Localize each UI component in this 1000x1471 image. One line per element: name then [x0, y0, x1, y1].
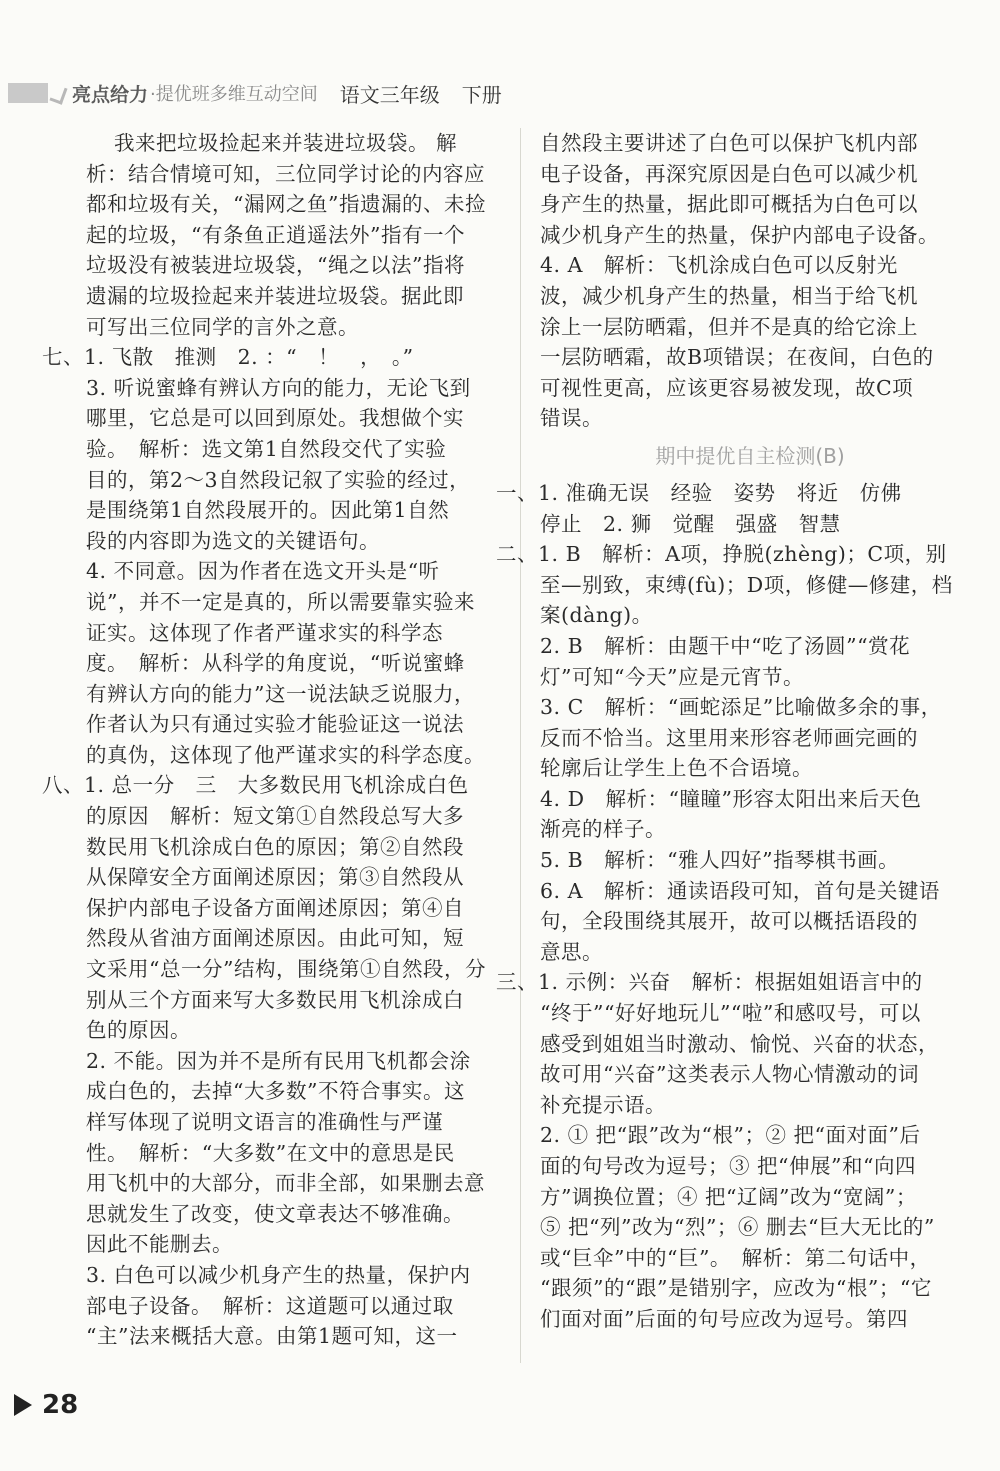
text-line: 用飞机中的大部分，而非全部，如果删去意: [86, 1171, 485, 1196]
text-line: 轮廓后让学生上色不合语境。: [540, 756, 813, 781]
text-line: 一层防晒霜，故B项错误；在夜间，白色的: [540, 345, 934, 370]
text-line: 文采用“总一分”结构，围绕第①自然段，分: [86, 957, 486, 982]
text-line: 身产生的热量，据此即可概括为白色可以: [540, 192, 918, 217]
text-line: 3. 听说蜜蜂有辨认方向的能力，无论飞到: [86, 375, 471, 400]
text-line: 停止 2. 狮 觉醒 强盛 智慧: [540, 511, 841, 536]
text-line: ⑤ 把“列”改为“烈”；⑥ 删去“巨大无比的”: [540, 1215, 935, 1240]
text-line: 说”，并不一定是真的，所以需要靠实验来: [86, 589, 475, 614]
text-line: 故可用“兴奋”这类表示人物心情激动的词: [540, 1062, 919, 1087]
text-line: 都和垃圾有关，“漏网之鱼”指遗漏的、未捡: [86, 192, 486, 217]
text-line: 遗漏的垃圾捡起来并装进垃圾袋。据此即: [86, 283, 464, 308]
text-line: 3. 白色可以减少机身产生的热量，保护内: [86, 1262, 471, 1287]
text-line: “主”法来概括大意。由第1题可知，这一: [86, 1324, 458, 1349]
text-line: 波，减少机身产生的热量，相当于给飞机: [540, 283, 918, 308]
text-line: 们面对面”后面的句号应改为逗号。第四: [540, 1306, 908, 1331]
text-line: 面的句号改为逗号；③ 把“伸展”和“向四: [540, 1154, 916, 1178]
header-grade: 语文三年级: [339, 82, 440, 107]
text-line: 方”调换位置；④ 把“辽阔”改为“宽阔”；: [540, 1184, 917, 1209]
text-line: 验。 解析：选文第1自然段交代了实验: [86, 436, 447, 461]
text-line: 案(dàng)。: [540, 603, 653, 628]
column-divider: [520, 128, 521, 1363]
text-line: 段的内容即为选文的关键语句。: [86, 528, 380, 553]
text-line: 别从三个方面来写大多数民用飞机涂成白: [86, 987, 464, 1012]
text-line: 样写体现了说明文语言的准确性与严谨: [86, 1110, 443, 1134]
text-line: 是围绕第1自然段展开的。因此第1自然: [86, 498, 450, 523]
text-line: 一、1. 准确无误 经验 姿势 将近 仿佛: [496, 480, 902, 505]
text-line: 有辨认方向的能力”这一说法缺乏说服力，: [86, 681, 475, 706]
text-line: 错误。: [540, 406, 603, 431]
header-logo-icon: [8, 83, 64, 103]
text-line: 或“巨伞”中的“巨”。 解析：第二句话中，: [540, 1245, 931, 1270]
text-line: “跟须”的“跟”是错别字，应改为“根”；“它: [540, 1276, 932, 1301]
text-line: 二、1. B 解析：A项，挣脱(zhèng)；C项，别: [496, 542, 947, 567]
text-line: 哪里，它总是可以回到原处。我想做个实: [86, 406, 464, 431]
text-line: 渐亮的样子。: [540, 817, 666, 842]
text-line: 电子设备，再深究原因是白色可以减少机: [540, 161, 918, 186]
page-footer: [14, 1390, 78, 1420]
text-line: 2. 不能。因为并不是所有民用飞机都会涂: [86, 1048, 471, 1073]
text-line: 至—别致，束缚(fù)；D项，修健—修建，档: [540, 572, 953, 597]
text-line: 垃圾没有被装进垃圾袋，“绳之以法”指将: [86, 253, 465, 278]
page-number: 28: [42, 1390, 79, 1420]
text-line: 6. A 解析：通读语段可知，首句是关键语: [540, 878, 940, 903]
page-header: [8, 78, 608, 108]
triangle-marker-icon: [14, 1394, 32, 1416]
text-line: 我来把垃圾捡起来并装进垃圾袋。 解: [114, 131, 458, 155]
text-line: 证实。这体现了作者严谨求实的科学态: [86, 620, 443, 645]
text-line: 八、1. 总一分 三 大多数民用飞机涂成白色: [42, 773, 469, 798]
header-brand: 亮点给力: [72, 83, 149, 106]
text-line: 因此不能删去。: [86, 1232, 233, 1257]
text-line: 3. C 解析：“画蛇添足”比喻做多余的事，: [540, 695, 942, 720]
text-line: 从保障安全方面阐述原因；第③自然段从: [86, 865, 464, 890]
header-subtitle: ·提优班多维互动空间: [150, 84, 318, 105]
text-line: “终于”“好好地玩儿”“啦”和感叹号，可以: [540, 1001, 921, 1026]
text-line: 度。 解析：从科学的角度说，“听说蜜蜂: [86, 651, 465, 676]
text-line: 4. D 解析：“瞳瞳”形容太阳出来后天色: [540, 786, 922, 811]
text-line: 可视性更高，应该更容易被发现，故C项: [540, 375, 914, 400]
text-line: 七、1. 飞散 推测 2. ：“ ！ ， 。”: [42, 345, 414, 370]
text-line: 减少机身产生的热量，保护内部电子设备。: [540, 222, 939, 247]
text-line: 4. A 解析：飞机涂成白色可以反射光: [540, 253, 898, 278]
right-answers-midterm: [496, 478, 960, 1335]
right-column: [496, 128, 960, 1335]
text-line: 思就发生了改变，使文章表达不够准确。: [86, 1201, 464, 1226]
text-line: 的原因 解析：短文第①自然段总写大多: [86, 804, 464, 829]
text-line: 涂上一层防晒霜，但并不是真的给它涂上: [540, 314, 918, 339]
text-line: 的真伪，这体现了他严谨求实的科学态度。: [86, 742, 485, 767]
text-line: 感受到姐姐当时激动、愉悦、兴奋的状态，: [540, 1031, 939, 1056]
text-line: 成白色的，去掉“大多数”不符合事实。这: [86, 1079, 465, 1104]
text-line: 析：结合情境可知，三位同学讨论的内容应: [86, 161, 485, 186]
text-line: 起的垃圾，“有条鱼正逍遥法外”指有一个: [86, 222, 465, 247]
text-line: 作者认为只有通过实验才能验证这一说法: [86, 712, 464, 737]
left-column: [42, 128, 506, 1352]
text-line: 然段从省油方面阐述原因。由此可知，短: [86, 926, 464, 951]
text-line: 三、1. 示例：兴奋 解析：根据姐姐语言中的: [496, 970, 923, 995]
text-line: 数民用飞机涂成白色的原因；第②自然段: [86, 834, 464, 859]
text-line: 4. 不同意。因为作者在选文开头是“听: [86, 559, 440, 584]
text-line: 句，全段围绕其展开，故可以概括语段的: [540, 909, 918, 934]
text-line: 保护内部电子设备方面阐述原因；第④自: [86, 895, 464, 920]
text-line: 自然段主要讲述了白色可以保护飞机内部: [540, 131, 918, 155]
text-line: 2. ① 把“跟”改为“根”；② 把“面对面”后: [540, 1123, 921, 1148]
text-line: 2. B 解析：由题干中“吃了汤圆”“赏花: [540, 633, 911, 658]
text-line: 意思。: [540, 939, 603, 964]
section-title: 期中提优自主检测(B): [655, 443, 845, 468]
text-line: 部电子设备。 解析：这道题可以通过取: [86, 1293, 454, 1318]
text-line: 色的原因。: [86, 1018, 191, 1043]
text-line: 5. B 解析：“雅人四好”指琴棋书画。: [540, 848, 900, 873]
right-answers-continued: [540, 128, 960, 434]
text-line: 补充提示语。: [540, 1092, 666, 1117]
header-volume: 下册: [461, 82, 502, 107]
text-line: 可写出三位同学的言外之意。: [86, 314, 359, 339]
text-line: 目的，第2～3自然段记叙了实验的经过，: [86, 467, 471, 492]
text-line: 性。 解析：“大多数”在文中的意思是民: [86, 1140, 455, 1165]
text-line: 反而不恰当。这里用来形容老师画完画的: [540, 725, 918, 750]
text-line: 灯”可知“今天”应是元宵节。: [540, 664, 804, 689]
